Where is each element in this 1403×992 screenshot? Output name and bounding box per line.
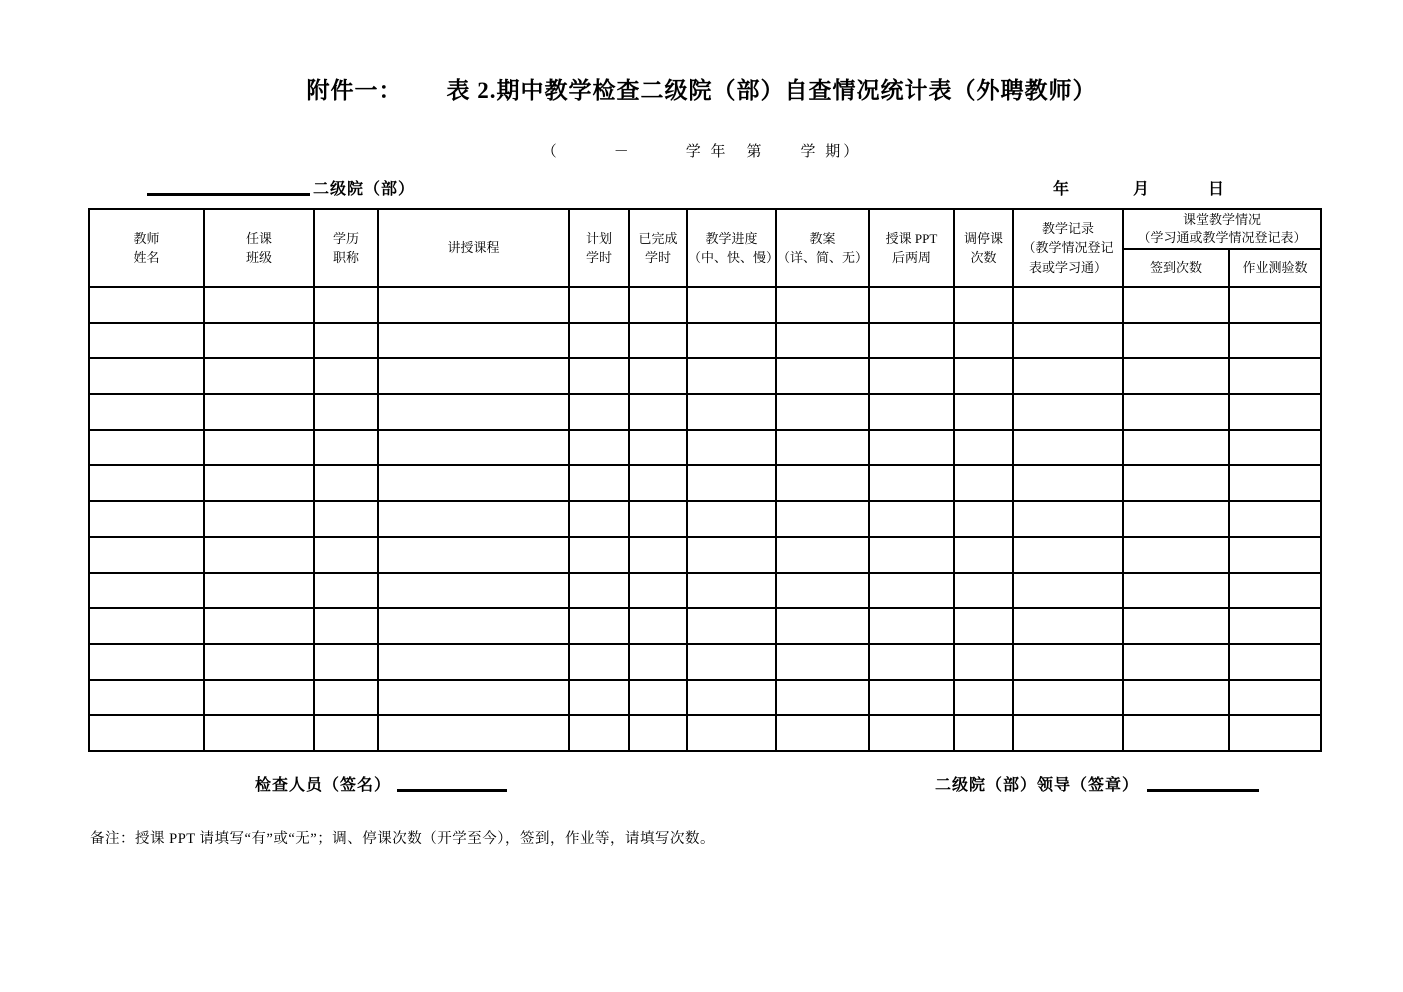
title-text: 表 2.期中教学检查二级院（部）自查情况统计表（外聘教师） (446, 78, 1097, 103)
column-header-sign-in-count: 签到次数 (1123, 249, 1229, 287)
table-cell[interactable] (776, 644, 869, 680)
table-cell[interactable] (89, 537, 204, 573)
table-cell[interactable] (687, 465, 776, 501)
table-cell[interactable] (314, 608, 378, 644)
table-row (89, 680, 1321, 716)
table-cell[interactable] (869, 465, 954, 501)
table-row (89, 537, 1321, 573)
table-cell[interactable] (314, 573, 378, 609)
table-cell[interactable] (869, 537, 954, 573)
table-cell[interactable] (89, 394, 204, 430)
table-cell[interactable] (954, 501, 1013, 537)
table-cell[interactable] (314, 501, 378, 537)
table-cell[interactable] (776, 608, 869, 644)
table-cell[interactable] (314, 287, 378, 323)
table-cell[interactable] (569, 430, 629, 466)
table-cell[interactable] (1123, 537, 1229, 573)
table-cell[interactable] (569, 394, 629, 430)
table-cell[interactable] (629, 573, 687, 609)
table-cell[interactable] (569, 465, 629, 501)
table-cell[interactable] (1123, 394, 1229, 430)
table-cell[interactable] (954, 323, 1013, 359)
table-cell[interactable] (687, 644, 776, 680)
table-cell[interactable] (687, 358, 776, 394)
table-cell[interactable] (869, 680, 954, 716)
table-cell[interactable] (89, 573, 204, 609)
table-cell[interactable] (89, 358, 204, 394)
table-cell[interactable] (776, 465, 869, 501)
table-cell[interactable] (1229, 608, 1321, 644)
table-cell[interactable] (569, 573, 629, 609)
table-cell[interactable] (869, 430, 954, 466)
inspector-signature-label: 检查人员（签名） (255, 777, 392, 794)
table-cell[interactable] (569, 358, 629, 394)
column-header-homework-count: 作业测验数 (1229, 249, 1321, 287)
table-cell[interactable] (629, 287, 687, 323)
table-cell[interactable] (954, 608, 1013, 644)
table-cell[interactable] (869, 501, 954, 537)
table-cell[interactable] (629, 358, 687, 394)
inspector-signature-blank[interactable] (397, 770, 507, 792)
table-cell[interactable] (629, 323, 687, 359)
table-row (89, 465, 1321, 501)
year-label: 年 (1053, 181, 1070, 198)
table-cell[interactable] (687, 537, 776, 573)
month-label: 月 (1133, 181, 1150, 198)
table-cell[interactable] (869, 287, 954, 323)
table-cell[interactable] (314, 644, 378, 680)
table-cell[interactable] (1013, 358, 1123, 394)
table-cell[interactable] (1123, 323, 1229, 359)
table-cell[interactable] (204, 287, 314, 323)
table-cell[interactable] (378, 644, 569, 680)
table-cell[interactable] (629, 644, 687, 680)
table-header-row-1 (89, 209, 1321, 249)
column-header-teacher-name: 教师 姓名 (89, 209, 204, 287)
column-header-education-title: 学历 职称 (314, 209, 378, 287)
table-cell[interactable] (629, 501, 687, 537)
table-cell[interactable] (1229, 430, 1321, 466)
column-header-completed-hours: 已完成 学时 (629, 209, 687, 287)
table-cell[interactable] (1013, 608, 1123, 644)
semester-line: （ － 学 年 第 学 期） (541, 144, 862, 160)
table-cell[interactable] (314, 323, 378, 359)
attachment-label: 附件一： (306, 78, 403, 103)
table-cell[interactable] (954, 358, 1013, 394)
college-name-blank[interactable] (147, 174, 310, 196)
table-cell[interactable] (1229, 680, 1321, 716)
table-cell[interactable] (687, 573, 776, 609)
table-cell[interactable] (1229, 573, 1321, 609)
table-cell[interactable] (378, 394, 569, 430)
table-cell[interactable] (954, 715, 1013, 751)
table-cell[interactable] (1013, 573, 1123, 609)
table-cell[interactable] (569, 715, 629, 751)
column-header-planned-hours: 计划 学时 (569, 209, 629, 287)
table-cell[interactable] (869, 608, 954, 644)
table-cell[interactable] (204, 537, 314, 573)
table-cell[interactable] (776, 323, 869, 359)
table-cell[interactable] (314, 394, 378, 430)
table-cell[interactable] (954, 644, 1013, 680)
table-cell[interactable] (378, 287, 569, 323)
column-header-lesson-plan: 教案 （详、简、无） (776, 209, 869, 287)
table-cell[interactable] (1013, 430, 1123, 466)
table-cell[interactable] (569, 644, 629, 680)
table-cell[interactable] (378, 323, 569, 359)
note-text: 备注：授课 PPT 请填写“有”或“无”；调、停课次数（开学至今），签到，作业等，请填写次数。 (90, 831, 715, 847)
table-cell[interactable] (204, 394, 314, 430)
table-cell[interactable] (378, 573, 569, 609)
leader-signature-label: 二级院（部）领导（签章） (935, 777, 1140, 794)
table-cell[interactable] (378, 680, 569, 716)
table-cell[interactable] (1013, 465, 1123, 501)
table-cell[interactable] (629, 608, 687, 644)
table-cell[interactable] (89, 430, 204, 466)
table-cell[interactable] (687, 394, 776, 430)
signature-row (0, 770, 1403, 798)
table-cell[interactable] (776, 430, 869, 466)
table-row (89, 323, 1321, 359)
table-cell[interactable] (378, 715, 569, 751)
table-body (89, 287, 1321, 751)
table-cell[interactable] (569, 501, 629, 537)
table-cell[interactable] (954, 394, 1013, 430)
table-cell[interactable] (569, 680, 629, 716)
table-cell[interactable] (869, 358, 954, 394)
table-cell[interactable] (1229, 465, 1321, 501)
table-cell[interactable] (1229, 358, 1321, 394)
table-cell[interactable] (1123, 715, 1229, 751)
table-cell[interactable] (378, 358, 569, 394)
table-cell[interactable] (378, 430, 569, 466)
table-cell[interactable] (629, 430, 687, 466)
table-cell[interactable] (954, 287, 1013, 323)
table-cell[interactable] (1229, 537, 1321, 573)
table-cell[interactable] (1123, 608, 1229, 644)
table-cell[interactable] (89, 501, 204, 537)
table-cell[interactable] (687, 323, 776, 359)
college-label: 二级院（部） (313, 181, 416, 198)
table-cell[interactable] (1123, 501, 1229, 537)
table-row (89, 287, 1321, 323)
table-row (89, 608, 1321, 644)
table-cell[interactable] (869, 644, 954, 680)
table-cell[interactable] (204, 644, 314, 680)
table-cell[interactable] (1013, 644, 1123, 680)
table-cell[interactable] (89, 608, 204, 644)
table-cell[interactable] (629, 537, 687, 573)
table-cell[interactable] (629, 394, 687, 430)
table-cell[interactable] (314, 680, 378, 716)
table-cell[interactable] (89, 465, 204, 501)
table-cell[interactable] (869, 573, 954, 609)
table-cell[interactable] (687, 608, 776, 644)
table-cell[interactable] (204, 430, 314, 466)
table-cell[interactable] (869, 323, 954, 359)
column-header-teaching-progress: 教学进度 （中、快、慢） (687, 209, 776, 287)
day-label: 日 (1208, 181, 1225, 198)
table-row (89, 430, 1321, 466)
table-cell[interactable] (629, 680, 687, 716)
table-cell[interactable] (1013, 537, 1123, 573)
table-cell[interactable] (1013, 287, 1123, 323)
table-cell[interactable] (89, 644, 204, 680)
table-cell[interactable] (1229, 501, 1321, 537)
table-cell[interactable] (204, 501, 314, 537)
table-cell[interactable] (314, 465, 378, 501)
table-cell[interactable] (378, 537, 569, 573)
table-cell[interactable] (1229, 323, 1321, 359)
column-header-class-adjustment: 调停课 次数 (954, 209, 1013, 287)
table-cell[interactable] (569, 537, 629, 573)
table-cell[interactable] (314, 358, 378, 394)
table-cell[interactable] (204, 358, 314, 394)
table-cell[interactable] (378, 465, 569, 501)
table-cell[interactable] (954, 430, 1013, 466)
table-cell[interactable] (204, 323, 314, 359)
table-cell[interactable] (204, 608, 314, 644)
table-cell[interactable] (1229, 644, 1321, 680)
table-cell[interactable] (776, 573, 869, 609)
table-cell[interactable] (776, 537, 869, 573)
column-header-ppt-two-weeks: 授课 PPT 后两周 (869, 209, 954, 287)
table-cell[interactable] (776, 394, 869, 430)
table-cell[interactable] (629, 465, 687, 501)
table-cell[interactable] (569, 287, 629, 323)
table-cell[interactable] (314, 715, 378, 751)
table-cell[interactable] (1013, 715, 1123, 751)
column-header-teaching-records: 教学记录 （教学情况登记 表或学习通） (1013, 209, 1123, 287)
table-cell[interactable] (687, 715, 776, 751)
table-cell[interactable] (1229, 715, 1321, 751)
table-cell[interactable] (1123, 644, 1229, 680)
table-cell[interactable] (314, 430, 378, 466)
table-cell[interactable] (1123, 358, 1229, 394)
table-cell[interactable] (1123, 573, 1229, 609)
table-cell[interactable] (687, 430, 776, 466)
table-cell[interactable] (1123, 287, 1229, 323)
table-cell[interactable] (687, 501, 776, 537)
table-cell[interactable] (314, 537, 378, 573)
table-cell[interactable] (89, 715, 204, 751)
table-cell[interactable] (776, 358, 869, 394)
table-row (89, 358, 1321, 394)
table-cell[interactable] (869, 715, 954, 751)
table-cell[interactable] (378, 608, 569, 644)
table-cell[interactable] (954, 537, 1013, 573)
column-header-course-taught: 讲授课程 (378, 209, 569, 287)
table-cell[interactable] (776, 680, 869, 716)
table-cell[interactable] (569, 608, 629, 644)
table-cell[interactable] (687, 680, 776, 716)
table-cell[interactable] (1123, 680, 1229, 716)
table-row (89, 715, 1321, 751)
table-row (89, 501, 1321, 537)
table-cell[interactable] (89, 287, 204, 323)
table-cell[interactable] (954, 465, 1013, 501)
org-date-row (0, 174, 1403, 200)
table-cell[interactable] (1013, 323, 1123, 359)
leader-signature-blank[interactable] (1147, 770, 1259, 792)
table-cell[interactable] (776, 715, 869, 751)
table-cell[interactable] (1123, 465, 1229, 501)
table-cell[interactable] (89, 323, 204, 359)
table-cell[interactable] (1013, 680, 1123, 716)
column-header-group-classroom-teaching: 课堂教学情况 （学习通或教学情况登记表） (1123, 209, 1321, 249)
table-cell[interactable] (954, 680, 1013, 716)
table-cell[interactable] (204, 573, 314, 609)
table-cell[interactable] (954, 573, 1013, 609)
table-cell[interactable] (89, 680, 204, 716)
column-header-teaching-class: 任课 班级 (204, 209, 314, 287)
table-cell[interactable] (1013, 501, 1123, 537)
page-title (0, 72, 1403, 105)
table-row (89, 644, 1321, 680)
table-cell[interactable] (629, 715, 687, 751)
table-cell[interactable] (204, 680, 314, 716)
table-cell[interactable] (1013, 394, 1123, 430)
table-cell[interactable] (1229, 287, 1321, 323)
table-cell[interactable] (1123, 430, 1229, 466)
table-cell[interactable] (204, 715, 314, 751)
table-row (89, 573, 1321, 609)
table-cell[interactable] (1229, 394, 1321, 430)
table-cell[interactable] (569, 323, 629, 359)
table-cell[interactable] (776, 287, 869, 323)
table-cell[interactable] (687, 287, 776, 323)
table-row (89, 394, 1321, 430)
self-check-table (88, 208, 1322, 752)
table-cell[interactable] (204, 465, 314, 501)
table-cell[interactable] (378, 501, 569, 537)
table-cell[interactable] (776, 501, 869, 537)
table-cell[interactable] (869, 394, 954, 430)
